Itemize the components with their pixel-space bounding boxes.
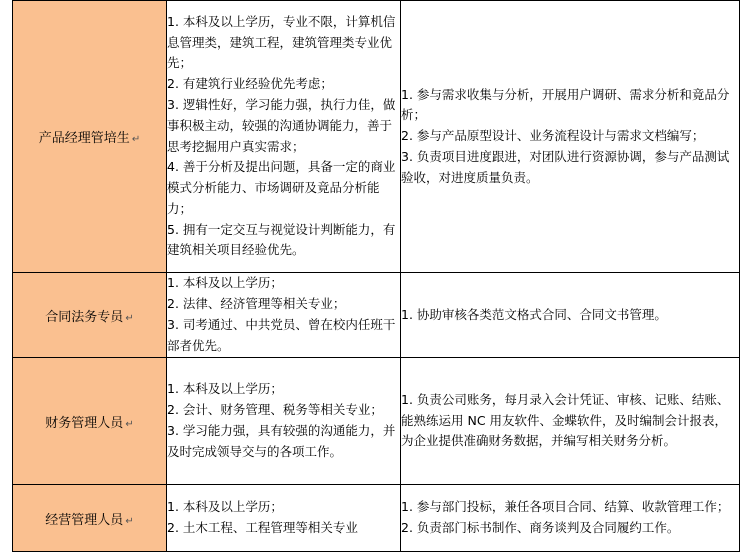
- requirements-cell: [167, 273, 401, 358]
- table-row: [13, 485, 740, 552]
- table-row: [13, 1, 740, 273]
- duty-item: 1. 参与部门投标，兼任各项目合同、结算、收款管理工作；: [401, 499, 730, 515]
- position-title-cell: [13, 358, 167, 485]
- cell-end-mark: ↵: [125, 312, 134, 324]
- requirement-item: 3. 逻辑性好，学习能力强，执行力佳，做事积极主动，较强的沟通协调能力，善于思考挖掘用户真实需求；: [167, 96, 396, 154]
- requirement-item: 2. 法律、经济管理等相关专业；: [167, 296, 346, 312]
- duties-cell: [401, 358, 740, 485]
- requirement-item: 2. 会计、财务管理、税务等相关专业；: [167, 402, 383, 418]
- duties-cell: [401, 1, 740, 273]
- requirements-cell: [167, 485, 401, 552]
- duties-cell: [401, 273, 740, 358]
- position-title: 产品经理管培生: [38, 131, 130, 146]
- cell-end-mark: ↵: [131, 134, 141, 145]
- requirement-item: 3. 司考通过、中共党员、曾在校内任班干部者优先。: [167, 317, 396, 353]
- requirement-item: 4. 善于分析及提出问题，具备一定的商业模式分析能力、市场调研及竟品分析能力；: [167, 159, 396, 216]
- requirement-item: 2. 土木工程、工程管理等相关专业: [167, 520, 358, 535]
- position-title: 合同法务专员: [45, 309, 124, 325]
- requirement-item: 5. 拥有一定交互与视觉设计判断能力，有建筑相关项目经验优先。: [167, 221, 396, 258]
- requirement-item: 3. 学习能力强，具有较强的沟通能力，并及时完成领导交与的各项工作。: [167, 423, 396, 459]
- duty-item: 2. 负责部门标书制作、商务谈判及合同履约工作。: [401, 520, 680, 535]
- cell-end-mark: ↵: [125, 418, 134, 430]
- duty-item: 3. 负责项目进度跟进，对团队进行资源协调，参与产品测试验收，对进度质量负责。: [401, 148, 730, 185]
- requirement-item: 1. 本科及以上学历；: [167, 275, 283, 291]
- position-title: 财务管理人员: [45, 415, 124, 431]
- position-title-cell: [13, 485, 167, 552]
- requirement-item: 1. 本科及以上学历，专业不限，计算机信息管理类，建筑工程，建筑管理类专业优先；: [167, 13, 396, 71]
- duties-cell: [401, 485, 740, 552]
- table-row: [13, 273, 740, 358]
- duty-item: 1. 负责公司账务，每月录入会计凭证、审核、记账、结账、能熟练运用 NC 用友软件、金蝶软件，及时编制会计报表，为企业提供准确财务数据，并编写相关财务分析。: [401, 391, 730, 449]
- cell-end-mark: ↵: [125, 515, 134, 527]
- requirement-item: 2. 有建筑行业经验优先考虑；: [167, 76, 333, 92]
- duty-item: 1. 参与需求收集与分析，开展用户调研、需求分析和竟品分析；: [401, 86, 730, 123]
- requirements-cell: [167, 1, 401, 273]
- position-title: 经营管理人员: [45, 512, 124, 528]
- position-title-cell: [13, 273, 167, 358]
- job-positions-table: [12, 0, 740, 552]
- requirement-item: 1. 本科及以上学历；: [167, 381, 283, 397]
- requirements-cell: [167, 358, 401, 485]
- requirement-item: 1. 本科及以上学历；: [167, 499, 283, 515]
- table-row: [13, 358, 740, 485]
- duty-item: 2. 参与产品原型设计、业务流程设计与需求文档编写；: [401, 128, 705, 144]
- position-title-cell: [13, 1, 167, 273]
- duty-item: 1. 协助审核各类范文格式合同、合同文书管理。: [401, 306, 667, 322]
